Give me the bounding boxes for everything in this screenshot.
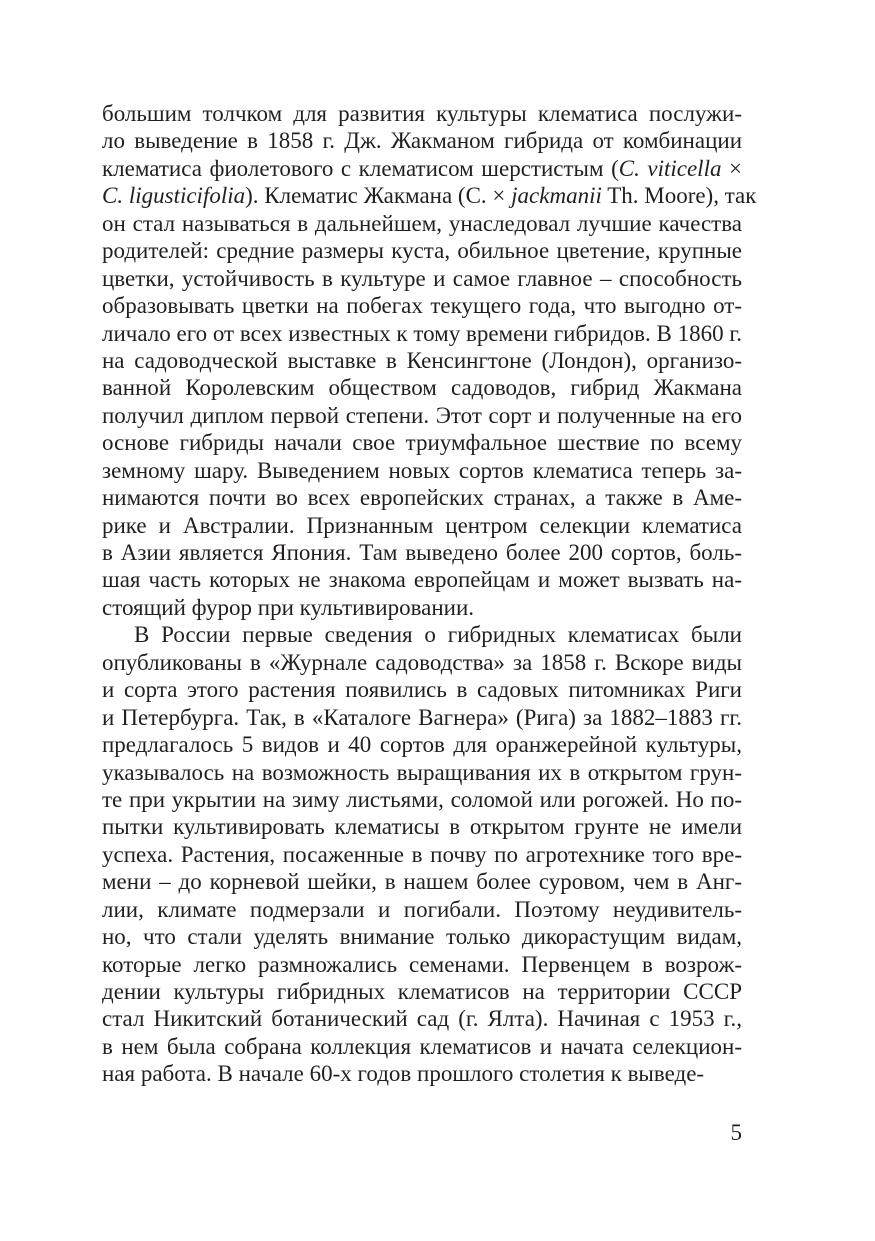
text-line (102, 566, 742, 593)
text-segment: указывалось на возможность выращивания их в открытом грун- (102, 759, 742, 785)
text-line (102, 265, 742, 292)
text-segment: родителей: средние размеры куста, обильное цветение, крупные (102, 238, 742, 264)
page-number: 5 (730, 1120, 742, 1145)
text-segment: в нем была собрана коллекция клематисов и начата селекцион- (102, 1033, 742, 1059)
text-line (102, 731, 742, 758)
text-segment: цветки, устойчивость в культуре и самое главное – способность (102, 265, 742, 291)
text-segment: ). Клематис Жакмана (C. × (245, 183, 512, 209)
text-line (102, 155, 742, 182)
text-segment: ло выведение в 1858 г. Дж. Жакманом гибрида от комбинации (102, 128, 742, 154)
text-segment: ная работа. В начале 60-х годов прошлого столетия к выведе- (102, 1061, 705, 1087)
text-line (102, 841, 742, 868)
text-line (102, 759, 742, 786)
text-line (102, 100, 742, 127)
text-line (102, 704, 742, 731)
text-segment: он стал называться в дальнейшем, унаследовал лучшие качества (102, 210, 742, 236)
text-line (102, 374, 742, 401)
text-segment: дении культуры гибридных клематисов на территории СССР (102, 979, 742, 1004)
text-line (102, 429, 742, 456)
text-segment: но, что стали уделять внимание только дикорастущим видам, (102, 924, 742, 950)
italic-text: C. viticella (618, 155, 722, 181)
text-segment: большим толчком для развития культуры клематиса послужи- (102, 101, 742, 126)
text-line (102, 621, 742, 648)
text-line (102, 786, 742, 813)
text-segment: стоящий фурор при культивировании. (102, 594, 475, 620)
text-line (102, 402, 742, 429)
text-line (102, 237, 742, 264)
text-segment: × (721, 155, 742, 181)
text-line (102, 1033, 742, 1060)
italic-text: C. ligusticifolia (102, 183, 246, 209)
text-line (102, 320, 742, 347)
text-segment: опубликованы в «Журнале садоводства» за 1858 г. Вскоре виды (102, 649, 742, 675)
text-segment: и сорта этого растения появились в садовых питомниках Риги (102, 677, 742, 703)
text-line (102, 923, 742, 950)
text-line (102, 512, 742, 539)
text-line (102, 868, 742, 895)
text-segment: предлагалось 5 видов и 40 сортов для оранжерейной культуры, (102, 732, 742, 758)
text-segment: В России первые сведения о гибридных клематисах были (134, 622, 742, 648)
text-line (102, 127, 742, 154)
paragraph (102, 100, 757, 621)
text-line (102, 210, 742, 237)
text-segment: успеха. Растения, посаженные в почву по агротехнике того вре- (102, 841, 742, 867)
text-segment: Th. Moore), так (601, 183, 757, 209)
text-segment: и Петербурга. Так, в «Каталоге Вагнера» (Рига) за 1882–1883 гг. (102, 704, 742, 730)
text-segment: клематиса фиолетового с клематисом шерстистым ( (102, 155, 619, 181)
text-line (102, 813, 742, 840)
text-segment: пытки культивировать клематисы в открытом грунте не имели (102, 814, 742, 840)
text-segment: лии, климате подмерзали и погибали. Поэтому неудивитель- (102, 896, 742, 922)
text-line (102, 594, 742, 621)
text-segment: личало его от всех известных к тому времени гибридов. В 1860 г. (102, 320, 742, 346)
text-line (102, 649, 742, 676)
text-segment: стал Никитский ботанический сад (г. Ялта). Начиная с 1953 г., (102, 1006, 742, 1032)
text-line (102, 457, 742, 484)
page-body-text (102, 100, 757, 1088)
text-segment: земному шару. Выведением новых сортов клематиса теперь за- (102, 457, 742, 483)
text-line (102, 951, 742, 978)
text-segment: получил диплом первой степени. Этот сорт и полученные на его (102, 402, 742, 428)
text-segment: на садоводческой выставке в Кенсингтоне (Лондон), организо- (102, 347, 742, 373)
text-line (102, 676, 742, 703)
text-line (102, 484, 742, 511)
text-segment: рике и Австралии. Признанным центром селекции клематиса (102, 512, 742, 538)
text-segment: мени – до корневой шейки, в нашем более суровом, чем в Анг- (102, 869, 742, 895)
text-line (102, 347, 742, 374)
text-segment: ванной Королевским обществом садоводов, гибрид Жакмана (102, 375, 742, 401)
text-segment: основе гибриды начали свое триумфальное шествие по всему (102, 430, 742, 456)
text-line (102, 1005, 742, 1032)
text-segment: те при укрытии на зиму листьями, соломой или рогожей. Но по- (102, 786, 742, 812)
text-line (102, 978, 742, 1005)
text-segment: образовывать цветки на побегах текущего года, что выгодно от- (102, 293, 742, 319)
text-segment: нимаются почти во всех европейских странах, а также в Аме- (102, 485, 742, 511)
text-segment: которые легко размножались семенами. Первенцем в возрож- (102, 951, 742, 977)
text-line (102, 182, 757, 209)
text-line (102, 896, 742, 923)
paragraph (102, 621, 742, 1087)
italic-text: jackmanii (511, 183, 602, 209)
text-segment: шая часть которых не знакома европейцам и может вызвать на- (102, 567, 742, 593)
text-line (102, 292, 742, 319)
text-segment: в Азии является Япония. Там выведено более 200 сортов, боль- (102, 540, 742, 565)
text-line (102, 1060, 742, 1087)
text-line (102, 539, 742, 566)
